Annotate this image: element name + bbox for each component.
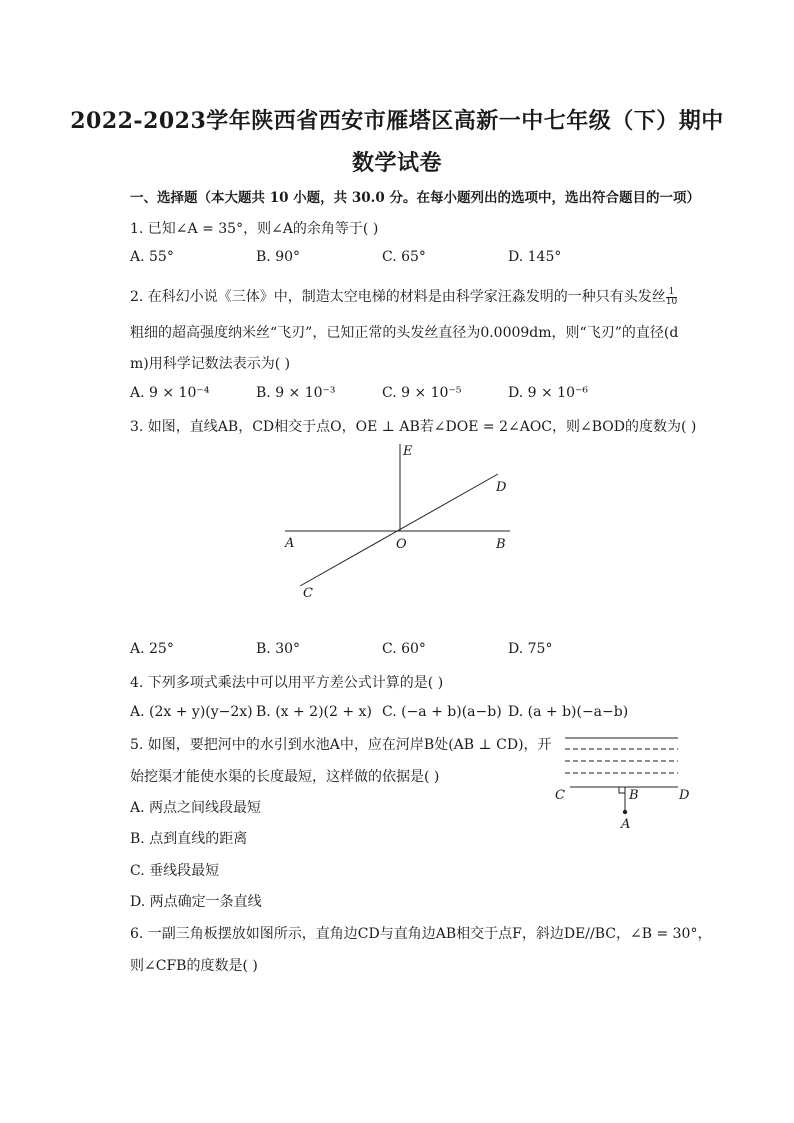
- q2-text-1: 2. 在科幻小说《三体》中，制造太空电梯的材料是由科学家汪淼发明的一种只有头发丝: [130, 289, 666, 305]
- question-5-stem-line1: 5. 如图，要把河中的水引到水池A中，应在河岸B处(AB ⊥ CD)，开: [130, 737, 552, 753]
- section-heading: 一、选择题（本大题共 10 小题，共 30.0 分。在每小题列出的选项中，选出符合题目的一项）: [130, 190, 700, 206]
- q4-option-b: B. (x + 2)(2 + x): [256, 704, 372, 720]
- q4-option-a: A. (2x + y)(y−2x): [130, 704, 253, 720]
- label-a: A: [621, 817, 631, 830]
- q1-option-b: B. 90°: [256, 249, 301, 265]
- label-d: D: [679, 788, 690, 803]
- q2-fraction-den: 10: [665, 296, 678, 307]
- q2-fraction: [666, 288, 677, 307]
- label-e: E: [403, 444, 413, 459]
- question-3-stem: 3. 如图，直线AB，CD相交于点O，OE ⊥ AB若∠DOE = 2∠AOC，则∠BOD的度数为( ): [130, 419, 697, 435]
- q5-option-c: C. 垂线段最短: [130, 863, 220, 879]
- q3-figure: [270, 436, 530, 606]
- q2-option-b: B. 9 × 10⁻³: [256, 385, 336, 401]
- pool-point-a: [623, 810, 627, 814]
- q5-option-a: A. 两点之间线段最短: [130, 800, 262, 816]
- question-2-stem-line3: m)用科学记数法表示为( ): [130, 356, 291, 372]
- question-2-stem-line1: [130, 286, 677, 307]
- q1-option-a: A. 55°: [130, 249, 174, 265]
- q3-option-d: D. 75°: [508, 641, 553, 657]
- q1-option-d: D. 145°: [508, 249, 562, 265]
- q5-option-b: B. 点到直线的距离: [130, 831, 248, 847]
- exam-title-line2: 数学试卷: [351, 150, 442, 176]
- question-2-stem-line2: 粗细的超高强度纳米丝“飞刃”，已知正常的头发丝直径为0.0009dm，则“飞刃”的直径(d: [130, 325, 679, 341]
- q5-option-d: D. 两点确定一条直线: [130, 894, 262, 910]
- label-c: C: [555, 788, 565, 803]
- label-o: O: [396, 537, 407, 552]
- label-b: B: [629, 788, 639, 803]
- exam-title-line1: 2022-2023学年陕西省西安市雁塔区高新一中七年级（下）期中: [70, 108, 724, 134]
- question-1-stem: 1. 已知∠A = 35°，则∠A的余角等于( ): [130, 221, 379, 237]
- label-a: A: [285, 536, 295, 551]
- label-c: C: [303, 586, 313, 601]
- q3-option-c: C. 60°: [382, 641, 426, 657]
- q3-option-b: B. 30°: [256, 641, 301, 657]
- right-angle-mark: [619, 787, 625, 793]
- q2-fraction-num: 1: [666, 288, 677, 298]
- question-6-stem-line1: 6. 一副三角板摆放如图所示，直角边CD与直角边AB相交于点F，斜边DE//BC，∠B = 30°，: [130, 926, 712, 942]
- q5-figure: [550, 730, 700, 830]
- question-6-stem-line2: 则∠CFB的度数是( ): [130, 958, 258, 974]
- q2-option-c: C. 9 × 10⁻⁵: [382, 385, 462, 401]
- q4-option-d: D. (a + b)(−a−b): [508, 704, 629, 720]
- q3-option-a: A. 25°: [130, 641, 174, 657]
- q4-option-c: C. (−a + b)(a−b): [382, 704, 502, 720]
- q1-option-c: C. 65°: [382, 249, 426, 265]
- question-5-stem-line2: 始挖渠才能使水渠的长度最短，这样做的依据是( ): [130, 769, 440, 785]
- line-cd: [300, 474, 498, 586]
- label-b: B: [496, 537, 506, 552]
- label-d: D: [496, 480, 507, 495]
- q2-option-a: A. 9 × 10⁻⁴: [130, 385, 210, 401]
- question-4-stem: 4. 下列多项式乘法中可以用平方差公式计算的是( ): [130, 675, 444, 691]
- q2-option-d: D. 9 × 10⁻⁶: [508, 385, 588, 401]
